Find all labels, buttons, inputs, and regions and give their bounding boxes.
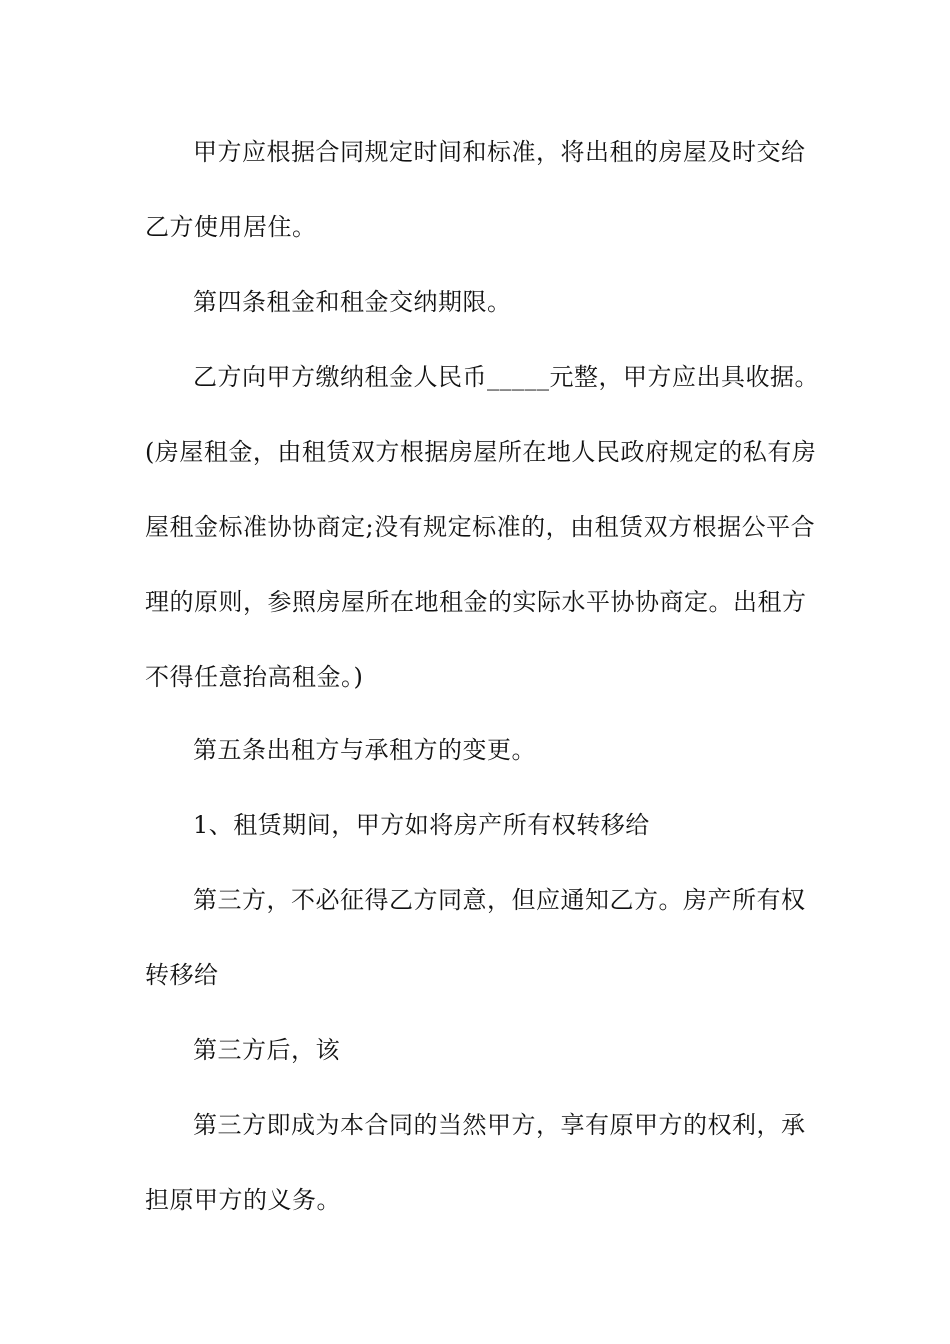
article-heading: 第四条租金和租金交纳期限。: [193, 288, 512, 316]
paragraph-line: 不得任意抬高租金。): [145, 663, 364, 691]
paragraph-line: 屋租金标准协协商定;没有规定标准的，由租赁双方根据公平合: [145, 513, 816, 541]
paragraph-line: 第三方，不必征得乙方同意，但应通知乙方。房产所有权: [193, 886, 806, 914]
paragraph-line: 第三方即成为本合同的当然甲方，享有原甲方的权利，承: [193, 1111, 806, 1139]
paragraph-line: 乙方向甲方缴纳租金人民币_____元整，甲方应出具收据。: [193, 363, 819, 391]
paragraph-line: 理的原则，参照房屋所在地租金的实际水平协协商定。出租方: [145, 588, 807, 616]
article-heading: 第五条出租方与承租方的变更。: [193, 736, 536, 764]
paragraph-line: 1、租赁期间，甲方如将房产所有权转移给: [193, 811, 650, 839]
paragraph-line: 乙方使用居住。: [145, 213, 317, 241]
paragraph-line: 转移给: [145, 961, 219, 989]
paragraph-line: 甲方应根据合同规定时间和标准，将出租的房屋及时交给: [193, 138, 806, 166]
paragraph-line: (房屋租金，由租赁双方根据房屋所在地人民政府规定的私有房: [145, 438, 817, 466]
paragraph-line: 第三方后，该: [193, 1036, 340, 1064]
paragraph-line: 担原甲方的义务。: [145, 1186, 341, 1214]
